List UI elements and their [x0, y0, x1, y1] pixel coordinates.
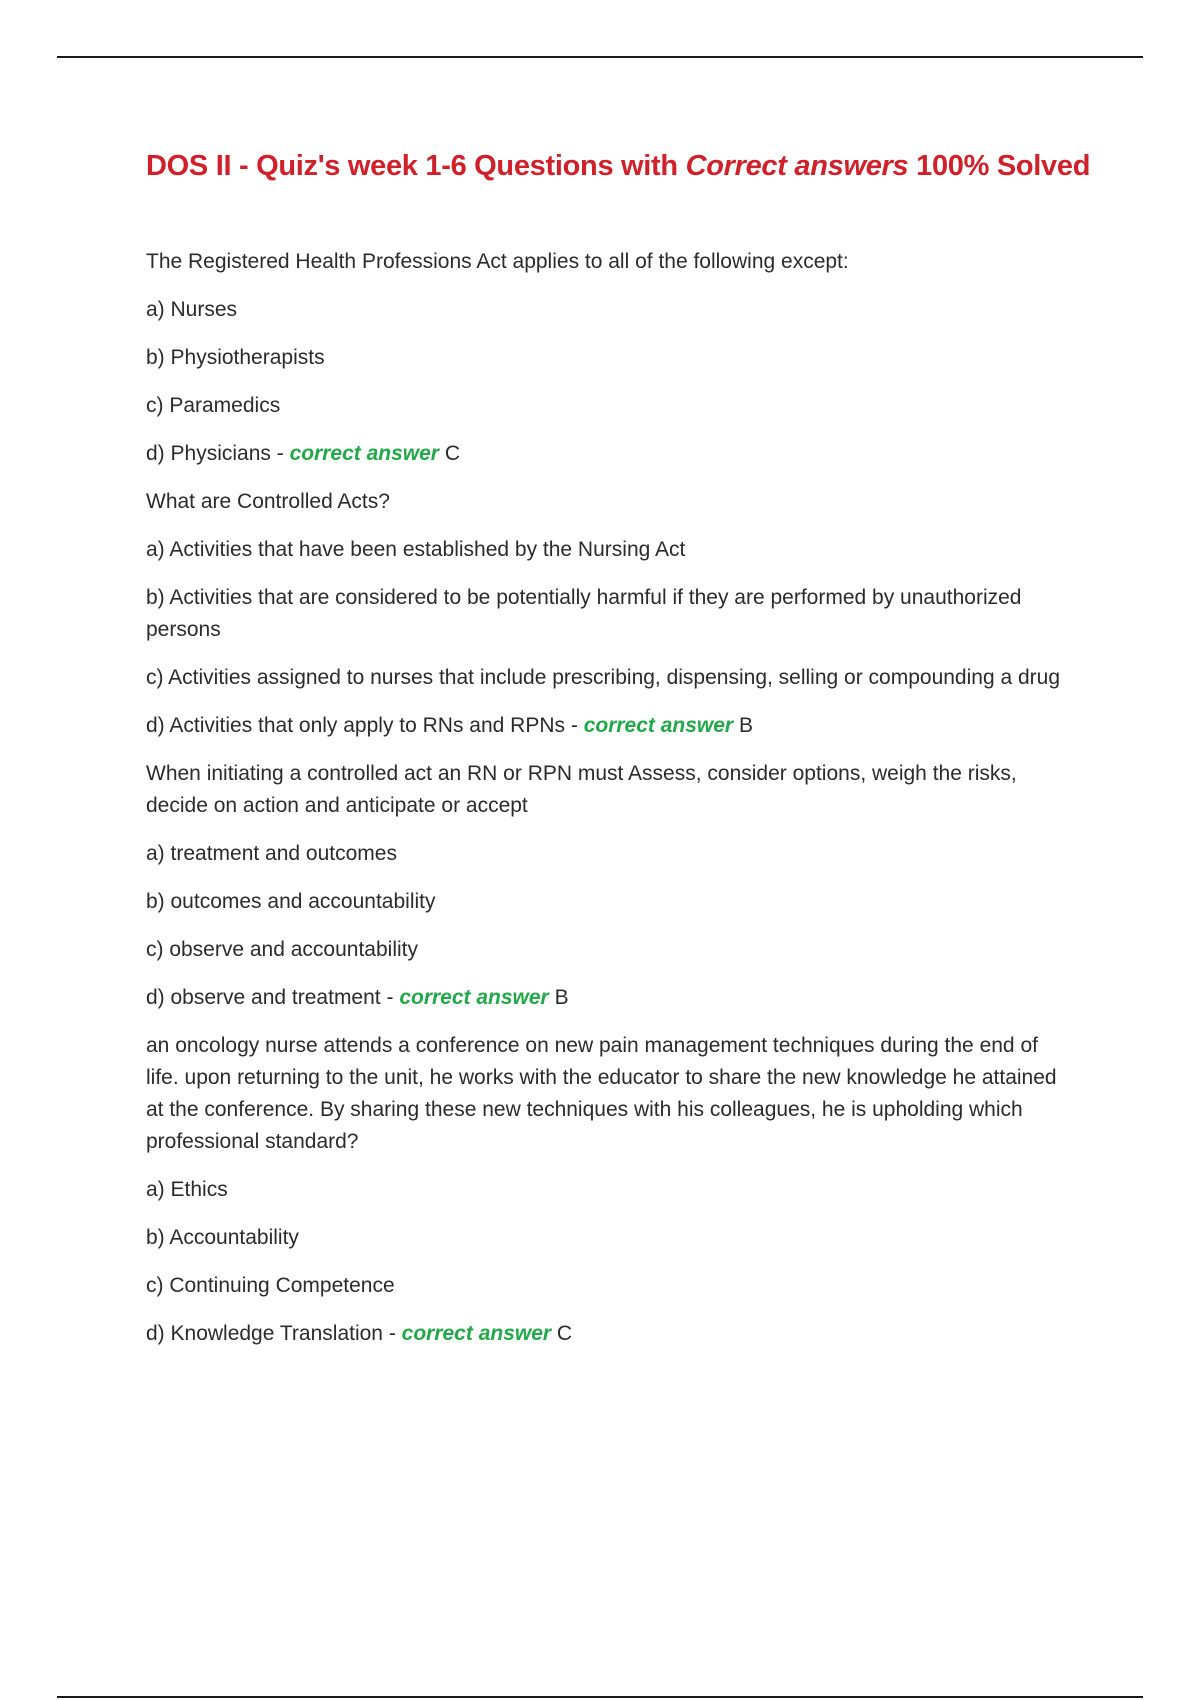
- option-b: b) Activities that are considered to be potentially harmful if they are performed by unauthorized persons: [146, 586, 1022, 641]
- option-c: c) Paramedics: [146, 394, 281, 417]
- option-a: a) Nurses: [146, 298, 238, 321]
- option-d: d) observe and treatment: [146, 986, 381, 1009]
- title-italic: Correct answers: [685, 150, 909, 182]
- title-prefix: DOS II - Quiz's week 1-6 Questions with: [146, 150, 686, 182]
- option-c: c) Continuing Competence: [146, 1274, 395, 1297]
- answer-separator: -: [270, 442, 290, 465]
- option-d-with-answer: [146, 982, 1076, 1014]
- title-suffix: 100% Solved: [908, 150, 1091, 182]
- answer-letter: B: [554, 986, 569, 1009]
- question-block-4: [146, 1030, 1076, 1350]
- correct-answer-label: correct answer: [401, 1322, 552, 1345]
- option-a: a) Activities that have been established by the Nursing Act: [146, 538, 686, 561]
- option-b: b) Physiotherapists: [146, 346, 325, 369]
- option-d: d) Knowledge Translation: [146, 1322, 383, 1345]
- answer-letter: C: [556, 1322, 573, 1345]
- answer-separator: -: [565, 714, 584, 737]
- question-text: When initiating a controlled act an RN or RPN must Assess, consider options, weigh the risks, decide on action and anticipate or accept: [146, 762, 1017, 817]
- bottom-rule: [57, 1696, 1143, 1698]
- document-body: [146, 146, 1091, 1366]
- question-block-2: [146, 486, 1076, 742]
- option-d-with-answer: [146, 1318, 1076, 1350]
- correct-answer-label: correct answer: [289, 442, 439, 465]
- option-a: a) Ethics: [146, 1178, 228, 1201]
- option-d: d) Physicians: [146, 442, 271, 465]
- question-text: The Registered Health Professions Act applies to all of the following except:: [146, 250, 849, 273]
- answer-letter: C: [444, 442, 460, 465]
- option-d-with-answer: [146, 438, 1076, 470]
- option-b: b) outcomes and accountability: [146, 890, 436, 913]
- answer-letter: B: [738, 714, 753, 737]
- document-title: [146, 146, 1091, 186]
- option-b: b) Accountability: [146, 1226, 299, 1249]
- option-d-with-answer: [146, 710, 1076, 742]
- answer-separator: -: [382, 1322, 402, 1345]
- option-d: d) Activities that only apply to RNs and RPNs: [146, 714, 566, 737]
- answer-separator: -: [380, 986, 400, 1009]
- option-c: c) observe and accountability: [146, 938, 418, 961]
- question-text: What are Controlled Acts?: [146, 490, 390, 513]
- option-a: a) treatment and outcomes: [146, 842, 397, 865]
- question-text: an oncology nurse attends a conference on new pain management techniques during the end of life. upon returning to the unit, he works with the educator to share the new knowledge he attained at the conference. By sharing these new techniques with his colleagues, he is upholding which professional standard?: [146, 1034, 1057, 1153]
- option-c: c) Activities assigned to nurses that include prescribing, dispensing, selling or compounding a drug: [146, 666, 1061, 689]
- top-rule: [57, 56, 1143, 58]
- correct-answer-label: correct answer: [583, 714, 734, 737]
- correct-answer-label: correct answer: [399, 986, 549, 1009]
- question-block-1: [146, 246, 1076, 470]
- question-block-3: [146, 758, 1076, 1014]
